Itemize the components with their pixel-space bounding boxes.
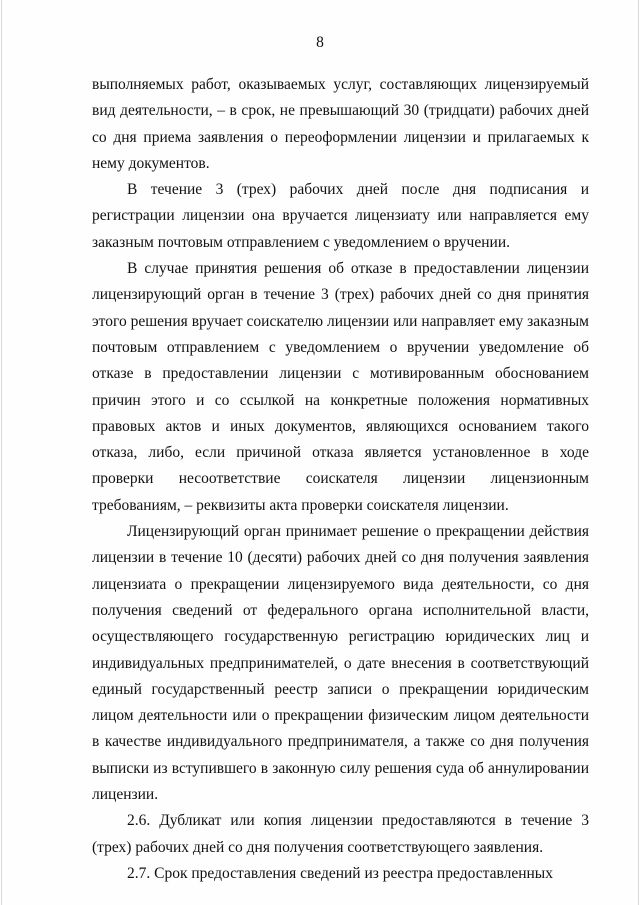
page-number: 8 xyxy=(316,34,324,51)
paragraph-continuation: выполняемых работ, оказываемых услуг, составляющих лицензируемый вид деятельности, – в срок, не превышающий 30 (тридцати) рабочих дней со дня приема заявления о переоформлении лицензии и прилагаемых к нему документов. xyxy=(92,76,589,172)
paragraph-license-delivery: В течение 3 (трех) рабочих дней после дня подписания и регистрации лицензии она вручается лицензиату или направляется ему заказным почтовым отправлением с уведомлением о вручении. xyxy=(92,181,589,251)
paragraph-refusal: В случае принятия решения об отказе в предоставлении лицензии лицензирующий орган в течение 3 (трех) рабочих дней со дня принятия этого решения вручает соискателю лицензии или направляет ему заказным почтовым отправлением с уведомлением о вручении уведомление об отказе в предоставлении лицензии с мотивированным обоснованием причин этого и со ссылкой на конкретные положения нормативных правовых актов и иных документов, являющихся основанием такого отказа, либо, если причиной отказа является установленное в ходе проверки несоответствие соискателя лицензии лицензионным требованиям, – реквизиты акта проверки соискателя лицензии. xyxy=(92,260,589,514)
document-body xyxy=(92,72,589,887)
paragraph-termination: Лицензирующий орган принимает решение о прекращении действия лицензии в течение 10 (десяти) рабочих дней со дня получения заявления лицензиата о прекращении лицензируемого вида деятельности, со дня получения сведений от федерального органа исполнительной власти, осуществляющего государственную регистрацию юридических лиц и индивидуальных предпринимателей, о дате внесения в соответствующий единый государственный реестр записи о прекращении юридическим лицом деятельности или о прекращении физическим лицом деятельности в качестве индивидуального предпринимателя, а также со дня получения выписки из вступившего в законную силу решения суда об аннулировании лицензии. xyxy=(92,523,589,804)
page-edge-left xyxy=(1,0,2,905)
paragraph-duplicate: 2.6. Дубликат или копия лицензии предоставляются в течение 3 (трех) рабочих дней со дня получения соответствующего заявления. xyxy=(92,812,589,856)
page-edge-right xyxy=(638,0,639,905)
paragraph-registry-term: 2.7. Срок предоставления сведений из реестра предоставленных xyxy=(127,864,553,882)
